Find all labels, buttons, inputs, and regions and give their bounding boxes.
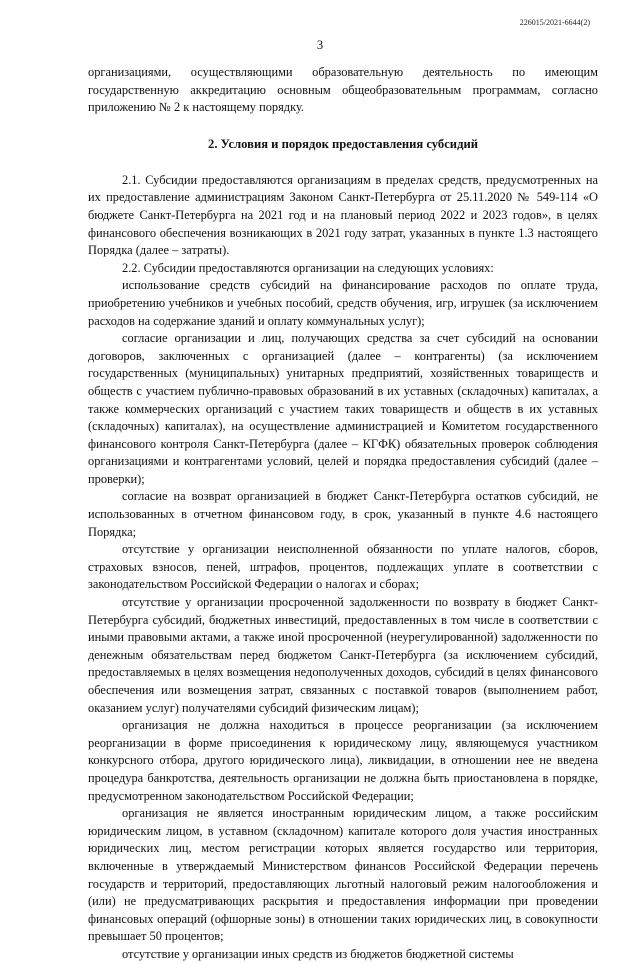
document-number: 226015/2021-6644(2) [519,18,590,27]
condition-not-foreign-entity: организация не является иностранным юридическим лицом, а также российским юридическим лицом, в уставном (складочном) капитале которого доля участия иностранных юридических лиц, местом регистрации которых является государство или территория, включенные в утверждаемый Министерством финансов Российской Федерации перечень государств и территорий, предоставляющих льготный налоговый режим налогообложения и (или) не предусматривающих раскрытия и предоставления информации при проведении финансовых операций (офшорные зоны) в отношении таких юридических лиц, в совокупности превышает 50 процентов; [88,806,598,944]
condition-no-tax-debt: отсутствие у организации неисполненной обязанности по уплате налогов, сборов, страховых взносов, пеней, штрафов, процентов, подлежащих уплате в соответствии с законодательством Российской Федерации о налогах и сборах; [88,542,598,592]
condition-no-other-funds: отсутствие у организации иных средств из бюджетов бюджетной системы [122,946,514,961]
condition-no-overdue-debt: отсутствие у организации просроченной задолженности по возврату в бюджет Санкт-Петербурга субсидий, бюджетных инвестиций, предоставленных в том числе в соответствии с иными правовыми актами, а также иной просроченной (неурегулированной) задолженности по денежным обязательствам перед бюджетом Санкт-Петербурга (за исключением субсидий, предоставляемых в целях возмещения недополученных доходов, субсидий в целях финансового обеспечения или возмещения затрат, связанных с поставкой товаров (выполнением работ, оказанием услуг) получателями субсидий физическим лицам); [88,595,598,715]
intro-paragraph: организациями, осуществляющими образовательную деятельность по имеющим государственную аккредитацию основным общеобразовательным программам, согласно приложению № 2 к настоящему порядку. [88,65,598,115]
page-number: 3 [316,38,324,52]
paragraph-2-2: 2.2. Субсидии предоставляются организации на следующих условиях: [122,260,494,275]
condition-no-reorganization: организация не должна находиться в процессе реорганизации (за исключением реорганизации в форме присоединения к юридическому лицу, являющемуся участником конкурсного отбора, другого юридического лица), ликвидации, в отношении нее не введена процедура банкротства, деятельность организации не должна быть приостановлена в порядке, предусмотренном законодательством Российской Федерации; [88,718,598,803]
condition-consent-return: согласие на возврат организацией в бюджет Санкт-Петербурга остатков субсидий, не использованных в отчетном финансовом году, в срок, указанный в пункте 4.6 настоящего Порядка; [88,489,598,539]
condition-use-of-funds: использование средств субсидий на финансирование расходов по оплате труда, приобретению учебников и учебных пособий, средств обучения, игр, игрушек (за исключением расходов на содержание зданий и оплату коммунальных услуг); [88,278,598,328]
paragraph-2-1: 2.1. Субсидии предоставляются организациям в пределах средств, предусмотренных на их предоставление администрациям Законом Санкт-Петербурга от 25.11.2020 № 549-114 «О бюджете Санкт-Петербурга на 2021 год и на плановый период 2022 и 2023 годов», в целях финансового обеспечения возникающих в 2021 году затрат, указанных в пункте 1.3 настоящего Порядка (далее – затраты). [88,172,598,258]
section-title: 2. Условия и порядок предоставления субсидий [208,136,478,151]
condition-consent-inspections: согласие организации и лиц, получающих средства за счет субсидий на основании договоров, заключенных с организацией (далее – контрагенты) (за исключением государственных (муниципальных) унитарных предприятий, хозяйственных товариществ и обществ с участием публично-правовых образований в их уставных (складочных) капиталах, а также коммерческих организаций с участием таких товариществ и обществ в их уставных (складочных) капиталах), на осуществление администрацией и Комитетом государственного финансового контроля Санкт-Петербурга (далее – КГФК) обязательных проверок соблюдения организациями и контрагентами условий, целей и порядка предоставления субсидий (далее – проверки); [88,331,598,486]
document-body [88,64,598,964]
